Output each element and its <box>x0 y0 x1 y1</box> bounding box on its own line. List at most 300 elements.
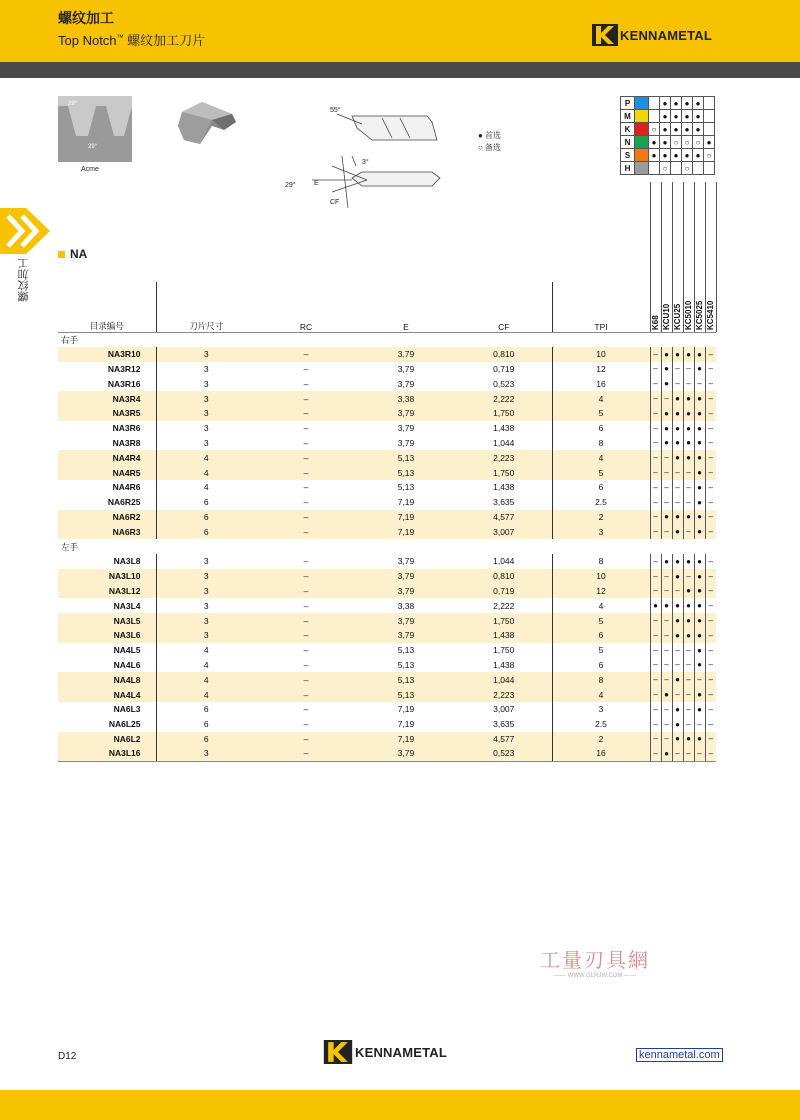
section-title-text: NA <box>70 247 88 261</box>
grade-availability-cell: – <box>661 613 672 628</box>
material-color-swatch <box>635 123 649 136</box>
material-grade-mark: ● <box>693 97 704 110</box>
watermark-url: —— WWW.GLRJW.COM —— <box>554 973 636 979</box>
tpi-cell: 5 <box>552 406 650 421</box>
watermark <box>540 944 650 979</box>
table-row <box>58 524 716 539</box>
size-cell: 4 <box>156 643 256 658</box>
e-cell: 7,19 <box>397 719 415 730</box>
footer-logo-text: KENNAMETAL <box>355 1044 448 1060</box>
table-row <box>58 672 716 687</box>
size-cell: 6 <box>156 702 256 717</box>
material-grade-mark: ● <box>660 123 671 136</box>
tpi-cell: 5 <box>552 465 650 480</box>
subtitle-text: 螺纹加工刀片 <box>123 33 206 48</box>
catalog-number-cell: NA6L3 <box>113 704 141 715</box>
catalog-number-cell: NA3L8 <box>113 556 141 567</box>
grade-availability-cell: – <box>672 658 683 673</box>
table-row <box>58 450 716 465</box>
tpi-cell: 6 <box>552 480 650 495</box>
material-label: K <box>621 123 635 136</box>
grade-availability-cell: – <box>683 495 694 510</box>
grade-availability-cell: – <box>705 450 716 465</box>
grade-availability-cell: ● <box>661 406 672 421</box>
table-row <box>58 421 716 436</box>
catalog-number-cell: NA4L5 <box>113 645 141 656</box>
catalog-number-cell: NA3L10 <box>58 569 156 584</box>
size-cell: 3 <box>156 554 256 569</box>
grade-availability-cell: – <box>683 569 694 584</box>
table-row <box>58 376 716 391</box>
rc-cell: – <box>256 391 356 406</box>
tpi-cell: 12 <box>552 584 650 599</box>
catalog-number-cell: NA4L8 <box>58 672 156 687</box>
e-cell: 3,79 <box>356 584 456 599</box>
grade-availability-cell: – <box>683 524 694 539</box>
insert-image <box>172 100 242 150</box>
e-cell: 7,19 <box>356 732 456 747</box>
col-grade-3 <box>672 318 683 332</box>
grade-availability-cell: – <box>650 524 661 539</box>
rc-cell: – <box>303 497 309 508</box>
grade-availability-cell: – <box>705 362 716 377</box>
size-cell: 3 <box>156 598 256 613</box>
size-cell: 6 <box>156 717 256 732</box>
cf-cell: 1,438 <box>493 423 515 434</box>
cf-cell: 0,523 <box>493 378 515 389</box>
grade-availability-cell: – <box>683 717 694 732</box>
material-grade-mark: ● <box>693 110 704 123</box>
insert-table <box>58 318 716 762</box>
grade-availability-cell: – <box>650 658 661 673</box>
grade-availability-cell: – <box>672 746 683 761</box>
table-row <box>58 613 716 628</box>
footer-kennametal-logo <box>323 1040 447 1064</box>
cf-cell: 1,044 <box>493 437 515 448</box>
grade-availability-cell: – <box>672 687 683 702</box>
grade-availability-cell: ● <box>672 510 683 525</box>
material-row-k <box>621 123 715 136</box>
grade-availability-cell: – <box>672 584 683 599</box>
material-grade-mark: ● <box>671 123 682 136</box>
tpi-cell: 6 <box>552 628 650 643</box>
catalog-number-cell: NA3R16 <box>107 378 141 389</box>
grade-availability-cell: – <box>672 480 683 495</box>
grade-availability-cell: – <box>650 554 661 569</box>
grade-availability-cell: ● <box>672 347 683 362</box>
col-grade-5 <box>694 318 705 332</box>
grade-availability-cell: – <box>661 391 672 406</box>
rc-cell: – <box>256 732 356 747</box>
grade-availability-cell: – <box>661 717 672 732</box>
rc-cell: – <box>303 719 309 730</box>
grade-availability-cell: – <box>650 687 661 702</box>
grade-availability-cell: – <box>661 480 672 495</box>
grade-availability-cell: – <box>672 643 683 658</box>
grade-availability-cell: – <box>694 717 705 732</box>
rc-cell: – <box>256 465 356 480</box>
col-grade-6 <box>705 318 716 332</box>
e-cell: 5,13 <box>356 465 456 480</box>
grade-availability-cell: – <box>650 391 661 406</box>
material-grade-mark <box>704 110 715 123</box>
group-label: 左手 <box>58 539 716 554</box>
tpi-cell: 8 <box>552 554 650 569</box>
material-grade-mark <box>649 97 660 110</box>
subtitle-brand: Top Notch <box>58 33 117 48</box>
grade-availability-cell: ● <box>672 702 683 717</box>
grade-availability-cell: ● <box>683 584 694 599</box>
page-subtitle <box>58 30 205 49</box>
table-row <box>58 495 716 510</box>
catalog-number-cell: NA3R10 <box>58 347 156 362</box>
col-grade-2 <box>661 318 672 332</box>
grade-availability-cell: – <box>650 436 661 451</box>
tpi-cell: 10 <box>552 569 650 584</box>
size-cell: 4 <box>156 658 256 673</box>
catalog-number-cell: NA6R2 <box>58 510 156 525</box>
e-cell: 3,79 <box>356 746 456 761</box>
grade-availability-cell: – <box>705 480 716 495</box>
grade-availability-cell: – <box>694 672 705 687</box>
tpi-cell: 2 <box>552 732 650 747</box>
grade-availability-cell: – <box>650 569 661 584</box>
material-grade-mark: ● <box>704 136 715 149</box>
rc-cell: – <box>303 363 309 374</box>
table-row <box>58 391 716 406</box>
e-cell: 3,79 <box>397 423 415 434</box>
grade-availability-cell: – <box>650 421 661 436</box>
material-row-m <box>621 110 715 123</box>
rc-cell: – <box>256 569 356 584</box>
grade-header-k68: K68 <box>651 315 660 330</box>
catalog-number-cell: NA3L5 <box>58 613 156 628</box>
e-cell: 7,19 <box>356 510 456 525</box>
cf-cell: 0,719 <box>456 584 552 599</box>
tpi-cell: 4 <box>552 687 650 702</box>
material-grade-mark <box>671 162 682 175</box>
catalog-number-cell: NA4R4 <box>58 450 156 465</box>
kennametal-logo <box>592 24 712 46</box>
grade-availability-cell: ● <box>661 362 672 377</box>
material-label: S <box>621 149 635 162</box>
angle-29-label: 29° <box>285 182 296 189</box>
e-cell: 3,79 <box>397 556 415 567</box>
grade-availability-cell: – <box>705 391 716 406</box>
grade-availability-cell: – <box>650 732 661 747</box>
size-cell: 4 <box>156 465 256 480</box>
grade-availability-cell: ● <box>672 628 683 643</box>
table-row <box>58 643 716 658</box>
grade-availability-cell: ● <box>661 436 672 451</box>
rc-cell: – <box>303 659 309 670</box>
grade-availability-cell: ● <box>672 554 683 569</box>
size-cell: 3 <box>156 584 256 599</box>
col-rc: RC <box>256 318 356 332</box>
size-cell: 3 <box>156 746 256 761</box>
grade-availability-cell: ● <box>661 510 672 525</box>
catalog-number-cell: NA6R25 <box>107 497 141 508</box>
size-cell: 3 <box>156 421 256 436</box>
grade-availability-cell: ● <box>694 658 705 673</box>
grade-availability-cell: – <box>705 569 716 584</box>
grade-availability-cell: ● <box>672 672 683 687</box>
grade-availability-cell: ● <box>661 347 672 362</box>
grade-availability-cell: – <box>661 658 672 673</box>
tpi-cell: 10 <box>552 347 650 362</box>
grade-availability-cell: ● <box>661 376 672 391</box>
table-header-row <box>58 318 716 332</box>
catalog-number-cell: NA4R6 <box>112 482 141 493</box>
cf-cell: 2,222 <box>456 391 552 406</box>
catalog-number-cell: NA3L12 <box>58 584 156 599</box>
grade-availability-cell: – <box>672 465 683 480</box>
material-label: N <box>621 136 635 149</box>
header-gray-bar <box>0 62 800 78</box>
table-row <box>58 702 716 717</box>
grade-availability-cell: – <box>705 643 716 658</box>
e-cell: 7,19 <box>356 524 456 539</box>
grade-availability-cell: – <box>683 702 694 717</box>
acme-profile-image <box>58 96 132 162</box>
rc-cell: – <box>303 437 309 448</box>
size-cell: 4 <box>156 450 256 465</box>
grade-availability-cell: – <box>705 717 716 732</box>
grade-availability-cell: – <box>650 362 661 377</box>
grade-availability-cell: ● <box>661 421 672 436</box>
grade-availability-cell: ● <box>672 717 683 732</box>
grade-availability-cell: – <box>705 613 716 628</box>
material-grade-mark: ● <box>660 149 671 162</box>
col-e: E <box>356 318 456 332</box>
e-cell: 5,13 <box>397 659 415 670</box>
grade-availability-cell: ● <box>661 598 672 613</box>
e-cell: 3,79 <box>356 628 456 643</box>
cf-cell: 1,044 <box>493 556 515 567</box>
cf-cell: 0,523 <box>456 746 552 761</box>
catalog-number-cell: NA3R8 <box>112 437 141 448</box>
grade-availability-cell: ● <box>661 746 672 761</box>
e-cell: 5,13 <box>397 645 415 656</box>
catalog-number-cell: NA6L2 <box>58 732 156 747</box>
grade-availability-cell: ● <box>672 391 683 406</box>
grade-availability-cell: – <box>705 554 716 569</box>
grade-header-kcu25: KCU25 <box>673 303 682 330</box>
grade-availability-cell: – <box>683 672 694 687</box>
cf-cell: 3,635 <box>493 719 515 730</box>
catalog-number-cell: NA3R5 <box>58 406 156 421</box>
col-grade-1 <box>650 318 661 332</box>
size-cell: 6 <box>156 732 256 747</box>
grade-availability-cell: ● <box>661 687 672 702</box>
grade-header-kcu10: KCU10 <box>662 303 671 330</box>
grade-availability-cell: ● <box>672 450 683 465</box>
table-row <box>58 658 716 673</box>
table-row <box>58 687 716 702</box>
grade-availability-cell: – <box>650 643 661 658</box>
material-grade-mark: ● <box>660 110 671 123</box>
size-cell: 3 <box>156 569 256 584</box>
material-grade-mark: ● <box>671 97 682 110</box>
grade-availability-cell: – <box>650 628 661 643</box>
rc-cell: – <box>256 524 356 539</box>
catalog-number-cell: NA4L6 <box>113 659 141 670</box>
material-grade-mark: ○ <box>649 123 660 136</box>
catalog-number-cell: NA4R5 <box>58 465 156 480</box>
grade-availability-cell: – <box>661 643 672 658</box>
grade-availability-cell: ● <box>694 613 705 628</box>
tpi-cell: 4 <box>552 450 650 465</box>
material-grade-mark: ○ <box>704 149 715 162</box>
material-row-s <box>621 149 715 162</box>
size-cell: 3 <box>156 347 256 362</box>
catalog-number-cell: NA4L4 <box>58 687 156 702</box>
size-cell: 6 <box>156 495 256 510</box>
side-tab-label: 螺纹加工 <box>18 258 30 302</box>
tpi-cell: 5 <box>552 643 650 658</box>
grade-availability-cell: – <box>672 376 683 391</box>
grade-availability-cell: – <box>661 569 672 584</box>
grade-availability-cell: ● <box>683 613 694 628</box>
size-cell: 6 <box>156 510 256 525</box>
grade-availability-cell: ● <box>694 643 705 658</box>
grade-availability-cell: ● <box>694 524 705 539</box>
grade-availability-cell: ● <box>694 598 705 613</box>
grade-availability-cell: – <box>705 584 716 599</box>
table-row <box>58 717 716 732</box>
material-label: H <box>621 162 635 175</box>
page-footer-bar <box>0 1090 800 1120</box>
grade-availability-cell: – <box>650 746 661 761</box>
table-row <box>58 628 716 643</box>
grade-availability-cell: – <box>705 658 716 673</box>
watermark-text: 工量刃具網 <box>540 948 650 972</box>
grade-availability-cell: ● <box>694 702 705 717</box>
rc-cell: – <box>303 378 309 389</box>
rc-cell: – <box>256 628 356 643</box>
tpi-cell: 2 <box>552 510 650 525</box>
grade-availability-cell: – <box>705 598 716 613</box>
size-cell: 3 <box>156 362 256 377</box>
table-group-row <box>58 539 716 554</box>
catalog-number-cell: NA3R6 <box>112 423 141 434</box>
grade-availability-cell: – <box>705 465 716 480</box>
rc-cell: – <box>256 672 356 687</box>
grade-availability-cell: – <box>661 450 672 465</box>
grade-availability-cell: ● <box>672 598 683 613</box>
material-grade-mark: ○ <box>682 136 693 149</box>
grade-availability-cell: – <box>650 495 661 510</box>
col-size: 刀片尺寸 <box>156 318 256 332</box>
cf-cell: 3,635 <box>493 497 515 508</box>
grade-availability-cell: ● <box>650 598 661 613</box>
grade-availability-cell: – <box>661 524 672 539</box>
tpi-cell: 3 <box>552 524 650 539</box>
material-row-p <box>621 97 715 110</box>
website-link[interactable]: kennametal.com <box>636 1048 723 1062</box>
tpi-cell: 16 <box>552 376 650 391</box>
grade-availability-cell: ● <box>683 391 694 406</box>
grade-availability-cell: – <box>650 584 661 599</box>
table-row <box>58 584 716 599</box>
grade-availability-cell: ● <box>694 391 705 406</box>
material-grade-mark: ● <box>682 149 693 162</box>
grade-availability-cell: ● <box>694 554 705 569</box>
grade-availability-cell: – <box>672 362 683 377</box>
material-grade-mark <box>704 97 715 110</box>
acme-angle-top: 29° <box>68 101 78 107</box>
grade-header-kc5010: KC5010 <box>684 300 693 330</box>
grade-availability-cell: ● <box>694 687 705 702</box>
material-label: M <box>621 110 635 123</box>
table-row <box>58 598 716 613</box>
grade-availability-cell: – <box>650 406 661 421</box>
material-grade-mark: ○ <box>693 136 704 149</box>
col-grade-4 <box>683 318 694 332</box>
material-grade-mark: ● <box>660 97 671 110</box>
group-label: 右手 <box>58 332 716 347</box>
material-grade-mark <box>649 162 660 175</box>
cf-cell: 3,007 <box>493 704 515 715</box>
cf-cell: 2,222 <box>493 600 515 611</box>
table-row <box>58 465 716 480</box>
grade-availability-cell: – <box>705 702 716 717</box>
rc-cell: – <box>303 556 309 567</box>
grade-availability-cell: – <box>683 643 694 658</box>
cf-cell: 1,750 <box>456 465 552 480</box>
grade-availability-cell: – <box>683 465 694 480</box>
e-cell: 3,79 <box>397 378 415 389</box>
e-cell: 3,79 <box>397 363 415 374</box>
cf-cell: 1,044 <box>456 672 552 687</box>
material-row-n <box>621 136 715 149</box>
material-grade-mark: ○ <box>660 162 671 175</box>
section-square-icon <box>58 251 65 258</box>
insert-dimension-diagram <box>282 96 452 211</box>
cf-cell: 0,810 <box>456 347 552 362</box>
material-grade-mark: ● <box>693 149 704 162</box>
size-cell: 3 <box>156 628 256 643</box>
material-grade-mark: ● <box>671 110 682 123</box>
tpi-cell: 8 <box>552 672 650 687</box>
rc-cell: – <box>256 746 356 761</box>
table-row <box>58 732 716 747</box>
grade-availability-cell: – <box>661 495 672 510</box>
table-group-row <box>58 332 716 347</box>
grade-availability-cell: ● <box>683 406 694 421</box>
tpi-cell: 8 <box>552 436 650 451</box>
grade-availability-cell: ● <box>672 732 683 747</box>
material-grade-mark: ● <box>682 97 693 110</box>
grade-availability-cell: ● <box>683 421 694 436</box>
grade-availability-cell: ● <box>694 347 705 362</box>
size-cell: 3 <box>156 613 256 628</box>
material-grade-mark: ● <box>660 136 671 149</box>
grade-availability-cell: – <box>650 702 661 717</box>
grade-availability-cell: – <box>683 362 694 377</box>
e-cell: 3,79 <box>356 613 456 628</box>
material-grade-mark <box>704 123 715 136</box>
material-grade-mark: ● <box>649 149 660 162</box>
grade-availability-cell: – <box>705 746 716 761</box>
table-row <box>58 554 716 569</box>
material-color-swatch <box>635 97 649 110</box>
e-cell: 3,79 <box>356 406 456 421</box>
cf-cell: 2,223 <box>456 687 552 702</box>
grade-availability-cell: – <box>650 510 661 525</box>
grade-availability-cell: – <box>672 495 683 510</box>
e-cell: 7,19 <box>397 497 415 508</box>
